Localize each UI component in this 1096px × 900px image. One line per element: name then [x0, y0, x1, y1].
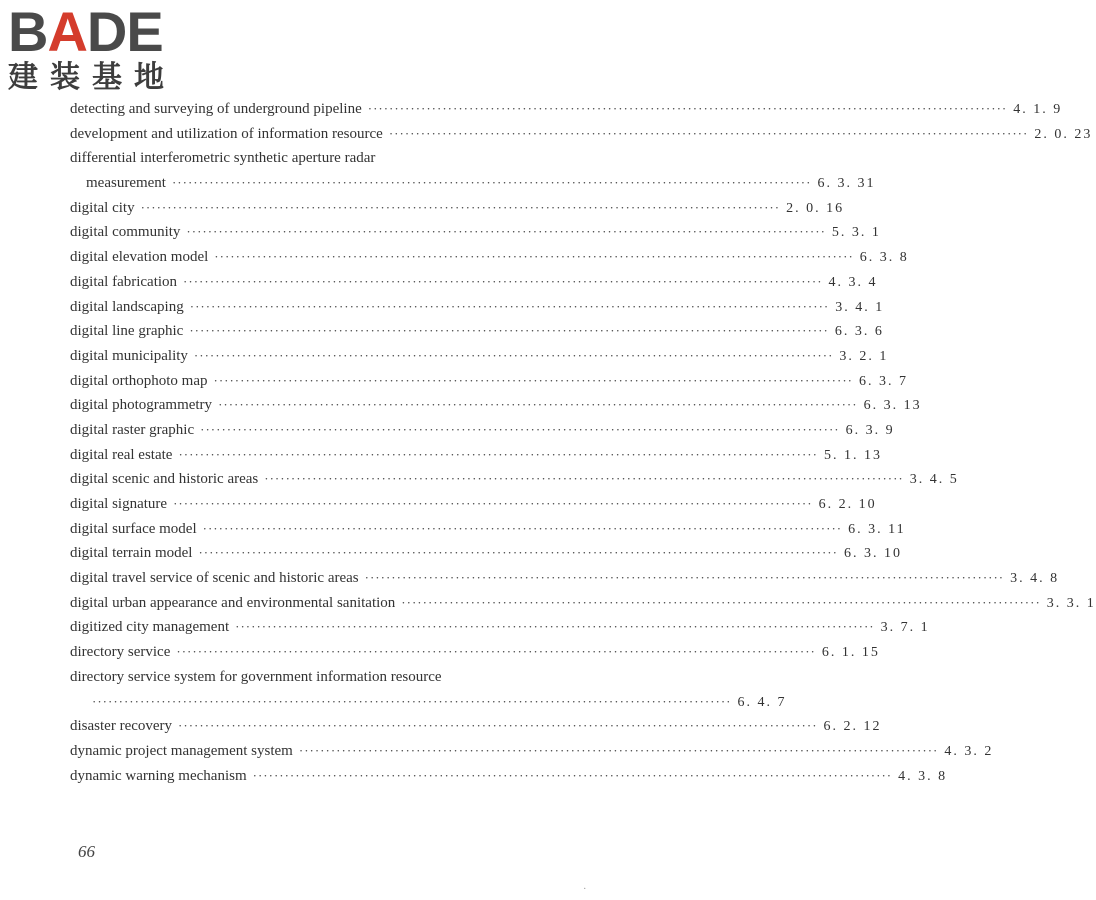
section-reference: 6. 3. 9 [845, 422, 895, 438]
dot-leader: ························································································································ [213, 372, 853, 388]
dot-leader: ························································································································ [198, 545, 838, 561]
index-term: digital orthophoto map [70, 372, 208, 389]
section-reference: 5. 1. 13 [823, 447, 882, 463]
dot-leader: ························································································································ [189, 298, 830, 314]
logo-wordmark: BADE [8, 0, 163, 63]
index-entry [70, 97, 1063, 122]
index-term: digital elevation model [70, 249, 209, 266]
section-reference: 4. 3. 2 [944, 743, 994, 759]
index-entry [70, 541, 902, 566]
dot-leader: ························································································································ [189, 323, 829, 339]
section-reference: 6. 1. 15 [821, 645, 880, 661]
section-reference: 6. 4. 7 [737, 694, 787, 710]
section-reference: 2. 0. 16 [786, 200, 845, 216]
section-reference: 6. 3. 11 [848, 521, 906, 537]
section-reference: 4. 3. 4 [828, 274, 878, 290]
index-entry [70, 146, 500, 171]
index-entry [70, 615, 930, 640]
dot-leader: ························································································································ [178, 446, 818, 462]
dot-leader: ························································································································ [176, 644, 816, 660]
dot-leader: ························································································································ [193, 347, 834, 363]
index-term: digital signature [70, 496, 168, 512]
index-term: digital line graphic [70, 323, 184, 340]
dot-leader: ························································································································ [173, 496, 813, 511]
index-term: dynamic warning mechanism [70, 767, 247, 784]
section-reference: 4. 3. 8 [898, 768, 948, 784]
index-entry [70, 739, 994, 764]
section-reference: 6. 3. 10 [843, 546, 902, 562]
section-reference: 3. 4. 8 [1010, 571, 1060, 587]
index-entry [70, 344, 889, 369]
index-entry [70, 764, 948, 789]
bade-logo [8, 0, 178, 95]
section-reference: 3. 4. 1 [835, 299, 885, 315]
section-reference: 3. 4. 5 [909, 472, 959, 488]
section-reference: 6. 3. 13 [863, 398, 922, 414]
index-term: digital municipality [70, 347, 188, 364]
index-entry [70, 220, 881, 245]
index-list [70, 97, 1096, 788]
logo-accent-letter: A [47, 0, 87, 63]
index-entry [70, 714, 882, 739]
index-term: directory service [70, 644, 171, 661]
index-entry [70, 443, 882, 468]
dot-leader: ························································································································ [298, 742, 939, 758]
index-entry [70, 665, 500, 690]
dot-leader: ························································································································ [367, 101, 1008, 116]
section-reference: 6. 2. 12 [823, 719, 882, 735]
index-term: digitized city management [70, 619, 230, 636]
dot-leader: ························································································································ [401, 594, 1041, 610]
section-reference: 3. 3. 1 [1046, 595, 1096, 611]
dot-leader: ························································································································ [92, 693, 732, 709]
index-entry [70, 591, 1096, 616]
dot-leader: ························································································································ [200, 421, 840, 437]
index-entry [70, 467, 959, 492]
index-entry [70, 418, 895, 443]
index-entry [70, 270, 878, 295]
section-reference: 6. 3. 7 [858, 373, 908, 389]
section-reference: 6. 2. 10 [818, 497, 877, 512]
index-entry [70, 245, 909, 270]
index-term: directory service system for government information resource [70, 668, 442, 685]
dot-leader: ························································································································ [183, 273, 823, 289]
index-entry [70, 196, 845, 221]
index-term: disaster recovery [70, 718, 173, 735]
index-entry [70, 369, 908, 394]
index-entry [70, 492, 877, 517]
index-entry [70, 319, 884, 344]
index-term: digital fabrication [70, 273, 178, 290]
corner-mark: . [583, 881, 586, 892]
index-term: dynamic project management system [70, 742, 293, 759]
index-term: development and utilization of information resource [70, 125, 383, 142]
index-entry [70, 517, 906, 542]
dot-leader: ························································································································ [202, 520, 843, 536]
section-reference: 5. 3. 1 [831, 225, 881, 241]
index-term: measurement [86, 175, 166, 192]
index-entry [70, 122, 1093, 147]
section-reference: 2. 0. 23 [1034, 126, 1093, 142]
dot-leader: ························································································································ [171, 175, 812, 191]
index-term: digital real estate [70, 446, 173, 463]
index-term: detecting and surveying of underground pipeline [70, 101, 362, 117]
dot-leader: ························································································································ [388, 125, 1029, 141]
section-reference: 3. 2. 1 [839, 348, 889, 364]
section-reference: 6. 3. 8 [859, 250, 909, 266]
section-reference: 3. 7. 1 [880, 620, 930, 636]
dot-leader: ························································································································ [186, 224, 826, 240]
index-term: digital terrain model [70, 545, 193, 562]
logo-chinese-text: 建装基地 [8, 60, 176, 95]
index-term: digital community [70, 224, 181, 241]
index-term: digital scenic and historic areas [70, 471, 259, 488]
dot-leader: ························································································································ [364, 570, 1005, 586]
index-term: digital photogrammetry [70, 397, 213, 414]
dot-leader: ························································································································ [264, 471, 904, 487]
dot-leader: ························································································································ [214, 249, 854, 265]
dot-leader: ························································································································ [178, 718, 818, 734]
page-number: 66 [78, 842, 95, 861]
index-term: digital landscaping [70, 298, 184, 315]
index-entry [70, 171, 876, 196]
index-term: differential interferometric synthetic aperture radar [70, 150, 376, 167]
index-entry [70, 690, 787, 715]
index-term: digital surface model [70, 520, 197, 537]
index-entry [70, 393, 922, 418]
index-term: digital city [70, 199, 135, 216]
index-entry [70, 640, 880, 665]
dot-leader: ························································································································ [140, 199, 781, 215]
section-reference: 6. 3. 6 [834, 324, 884, 340]
index-term: digital travel service of scenic and historic areas [70, 570, 359, 587]
index-term: digital urban appearance and environmental sanitation [70, 594, 396, 611]
index-term: digital raster graphic [70, 421, 195, 438]
index-entry [70, 566, 1060, 591]
section-reference: 6. 3. 31 [817, 176, 876, 192]
section-reference: 4. 1. 9 [1013, 102, 1063, 117]
index-entry [70, 295, 885, 320]
dot-leader: ························································································································ [235, 619, 875, 635]
dot-leader: ························································································································ [218, 397, 858, 413]
dot-leader: ························································································································ [252, 767, 893, 783]
